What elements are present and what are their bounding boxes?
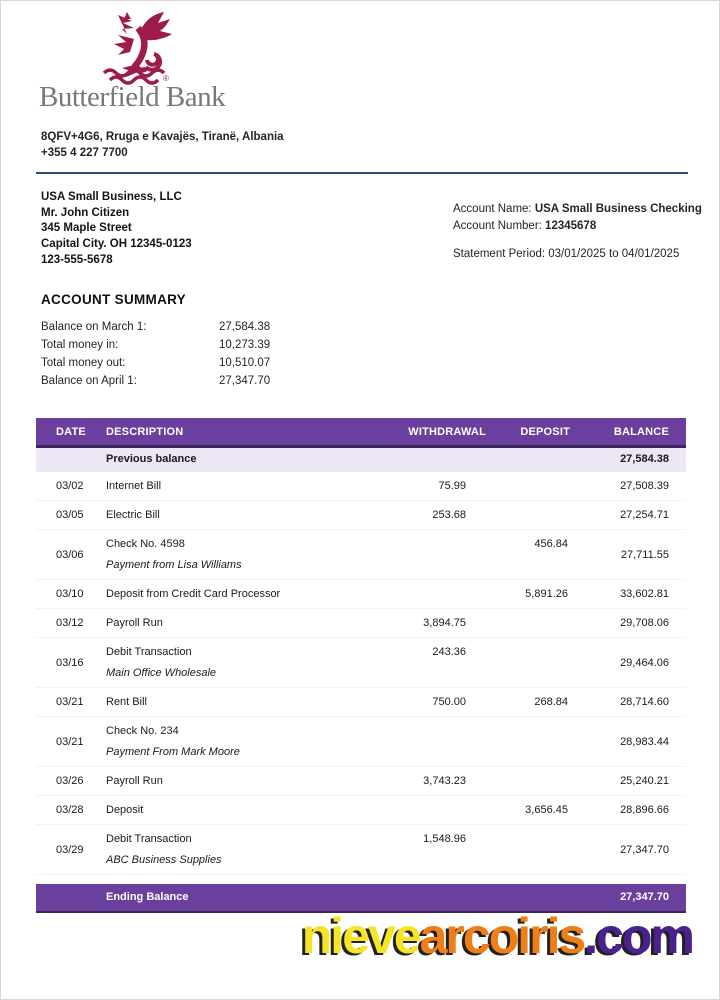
summary-row bbox=[41, 372, 270, 390]
table-row bbox=[36, 638, 686, 688]
summary-label: Balance on March 1: bbox=[41, 321, 147, 333]
txn-date: 03/21 bbox=[56, 696, 84, 708]
column-header-wd: WITHDRAWAL bbox=[408, 425, 486, 438]
account-name-line bbox=[453, 201, 702, 218]
account-name-label: Account Name: bbox=[453, 203, 535, 215]
statement-period-line bbox=[453, 246, 702, 263]
txn-withdrawal: 253.68 bbox=[432, 509, 466, 521]
summary-row bbox=[41, 336, 270, 354]
account-number-value: 12345678 bbox=[545, 220, 597, 232]
txn-date: 03/02 bbox=[56, 480, 84, 492]
customer-address-line: Capital City. OH 12345-0123 bbox=[41, 238, 192, 251]
txn-balance: 29,708.06 bbox=[620, 617, 669, 629]
summary-label: Total money out: bbox=[41, 357, 126, 369]
previous-balance-label: Previous balance bbox=[106, 453, 197, 465]
watermark-segment: nieve bbox=[301, 908, 420, 964]
table-row bbox=[36, 717, 686, 767]
txn-description-main: Rent Bill bbox=[106, 696, 147, 708]
bank-name: Butterfield Bank bbox=[39, 81, 226, 113]
bank-logo-dragon-icon bbox=[94, 11, 174, 87]
txn-date: 03/06 bbox=[56, 548, 84, 561]
txn-description bbox=[106, 774, 346, 788]
table-row bbox=[36, 580, 686, 609]
summary-label: Balance on April 1: bbox=[41, 375, 137, 387]
txn-balance: 33,602.81 bbox=[620, 588, 669, 600]
txn-description-sub: Payment From Mark Moore bbox=[106, 746, 240, 758]
account-number-line bbox=[453, 218, 702, 235]
txn-deposit: 456.84 bbox=[534, 538, 568, 550]
txn-balance: 27,711.55 bbox=[620, 548, 669, 561]
previous-balance-value: 27,584.38 bbox=[620, 453, 669, 465]
txn-description bbox=[106, 479, 346, 493]
watermark-segment: arcoiris bbox=[419, 908, 585, 964]
header-divider bbox=[36, 172, 688, 174]
summary-value: 27,584.38 bbox=[219, 321, 271, 333]
column-header-date: DATE bbox=[56, 425, 86, 438]
txn-description-main: Payroll Run bbox=[106, 775, 163, 787]
txn-description bbox=[106, 803, 346, 817]
bank-address-line: 8QFV+4G6, Rruga e Kavajës, Tiranë, Albania bbox=[41, 131, 284, 143]
txn-balance: 27,347.70 bbox=[620, 843, 669, 856]
table-row bbox=[36, 796, 686, 825]
txn-description-main: Check No. 234 bbox=[106, 725, 179, 737]
account-summary-table bbox=[41, 318, 270, 390]
summary-row bbox=[41, 354, 270, 372]
txn-date: 03/16 bbox=[56, 656, 84, 669]
table-row bbox=[36, 767, 686, 796]
txn-description-main: Check No. 4598 bbox=[106, 538, 185, 550]
txn-description bbox=[106, 645, 346, 680]
txn-balance: 28,983.44 bbox=[620, 735, 669, 748]
txn-description bbox=[106, 832, 346, 867]
table-row bbox=[36, 530, 686, 580]
ending-balance-value: 27,347.70 bbox=[620, 891, 669, 903]
ending-balance-label: Ending Balance bbox=[106, 891, 189, 903]
summary-row bbox=[41, 318, 270, 336]
transaction-table bbox=[36, 418, 686, 913]
account-info-block bbox=[453, 201, 702, 263]
txn-withdrawal: 243.36 bbox=[432, 646, 466, 658]
txn-description-sub: ABC Business Supplies bbox=[106, 854, 222, 866]
table-row bbox=[36, 472, 686, 501]
customer-address-line: 345 Maple Street bbox=[41, 222, 132, 235]
statement-period-label: Statement Period: bbox=[453, 248, 549, 260]
txn-withdrawal: 750.00 bbox=[432, 696, 466, 708]
transaction-rows bbox=[36, 472, 686, 875]
summary-value: 10,510.07 bbox=[219, 357, 271, 369]
summary-value: 10,273.39 bbox=[219, 339, 271, 351]
bank-phone: +355 4 227 7700 bbox=[41, 147, 128, 159]
txn-deposit: 268.84 bbox=[534, 696, 568, 708]
transaction-table-header bbox=[36, 418, 686, 448]
column-header-bal: BALANCE bbox=[613, 425, 669, 438]
txn-withdrawal: 1,548.96 bbox=[423, 833, 466, 845]
txn-description-main: Deposit bbox=[106, 804, 144, 816]
account-number-label: Account Number: bbox=[453, 220, 546, 232]
txn-withdrawal: 3,894.75 bbox=[423, 617, 466, 629]
watermark-site-text bbox=[302, 907, 693, 965]
summary-label: Total money in: bbox=[41, 339, 119, 351]
table-row bbox=[36, 609, 686, 638]
txn-date: 03/12 bbox=[56, 617, 84, 629]
customer-address-line: USA Small Business, LLC bbox=[41, 191, 182, 203]
txn-date: 03/10 bbox=[56, 588, 84, 600]
account-name-value: USA Small Business Checking bbox=[534, 203, 702, 215]
table-row bbox=[36, 688, 686, 717]
txn-balance: 25,240.21 bbox=[620, 775, 669, 787]
bank-address-block bbox=[41, 129, 284, 161]
watermark-segment: .com bbox=[584, 908, 693, 964]
txn-balance: 29,464.06 bbox=[620, 656, 669, 669]
txn-date: 03/05 bbox=[56, 509, 84, 521]
txn-date: 03/21 bbox=[56, 735, 84, 748]
registered-mark: ® bbox=[163, 74, 169, 83]
txn-description bbox=[106, 616, 346, 630]
txn-description bbox=[106, 537, 346, 572]
txn-withdrawal: 3,743.23 bbox=[423, 775, 466, 787]
txn-description-main: Electric Bill bbox=[106, 509, 160, 521]
txn-date: 03/26 bbox=[56, 775, 84, 787]
customer-address-block bbox=[41, 190, 192, 269]
account-summary-title: ACCOUNT SUMMARY bbox=[41, 292, 186, 307]
txn-withdrawal: 75.99 bbox=[438, 480, 466, 492]
txn-description-main: Debit Transaction bbox=[106, 833, 192, 845]
statement-period-value: 03/01/2025 to 04/01/2025 bbox=[548, 248, 680, 260]
txn-balance: 28,896.66 bbox=[620, 804, 669, 816]
table-row bbox=[36, 501, 686, 530]
txn-balance: 28,714.60 bbox=[620, 696, 669, 708]
txn-description bbox=[106, 508, 346, 522]
txn-deposit: 5,891.26 bbox=[525, 588, 568, 600]
txn-description-main: Debit Transaction bbox=[106, 646, 192, 658]
txn-date: 03/28 bbox=[56, 804, 84, 816]
txn-balance: 27,508.39 bbox=[620, 480, 669, 492]
txn-description-main: Payroll Run bbox=[106, 617, 163, 629]
txn-deposit: 3,656.45 bbox=[525, 804, 568, 816]
customer-address-line: 123-555-5678 bbox=[41, 253, 113, 266]
column-header-dep: DEPOSIT bbox=[520, 425, 570, 438]
previous-balance-row bbox=[36, 448, 686, 472]
txn-balance: 27,254.71 bbox=[620, 509, 669, 521]
txn-description bbox=[106, 724, 346, 759]
txn-description bbox=[106, 695, 346, 709]
txn-date: 03/29 bbox=[56, 843, 84, 856]
customer-address-line: Mr. John Citizen bbox=[41, 206, 130, 219]
txn-description-main: Internet Bill bbox=[106, 480, 162, 492]
txn-description-sub: Payment from Lisa Williams bbox=[106, 559, 242, 571]
table-row bbox=[36, 825, 686, 875]
txn-description-main: Deposit from Credit Card Processor bbox=[106, 588, 281, 600]
column-header-desc: DESCRIPTION bbox=[106, 425, 184, 438]
txn-description bbox=[106, 587, 346, 601]
summary-value: 27,347.70 bbox=[219, 375, 271, 387]
txn-description-sub: Main Office Wholesale bbox=[106, 667, 217, 679]
